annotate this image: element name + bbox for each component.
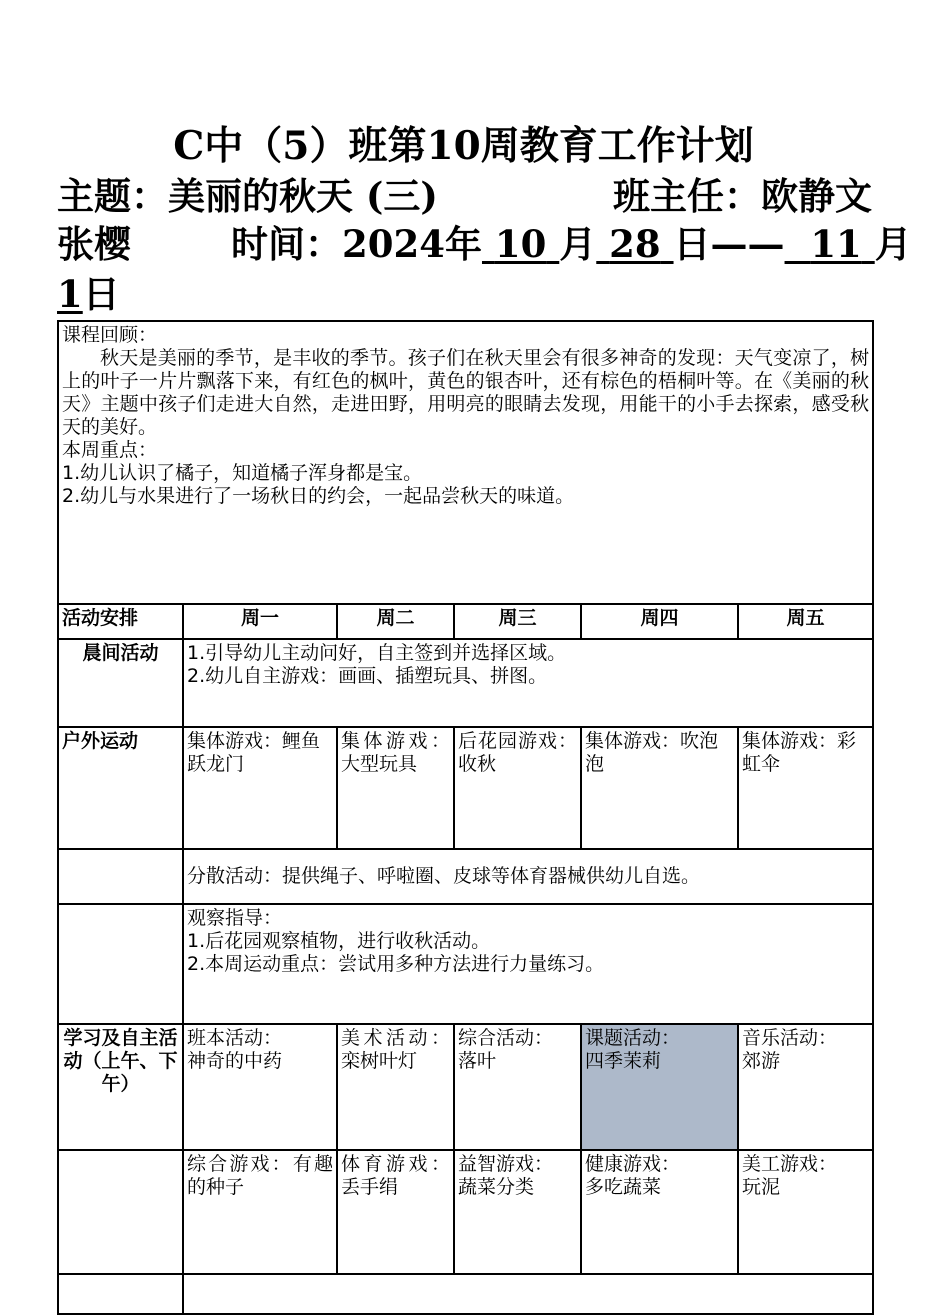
- day-unit: 日——: [673, 222, 785, 266]
- games-wed-name: 蔬菜分类: [458, 1176, 535, 1198]
- study-fri-type: 音乐活动：: [742, 1027, 838, 1049]
- study-label: 学习及自主活动（上午、下午）: [58, 1024, 183, 1150]
- scatter-label-empty: [58, 849, 183, 904]
- date-range: [231, 220, 912, 268]
- games-row: [58, 1150, 873, 1274]
- scatter-cell: 分散活动：提供绳子、呼啦圈、皮球等体育器械供幼儿自选。: [183, 849, 873, 904]
- outdoor-thu: 集体游戏：吹泡泡: [581, 727, 738, 849]
- col-header-fri: 周五: [738, 604, 873, 639]
- outdoor-mon: 集体游戏：鲤鱼跃龙门: [183, 727, 337, 849]
- end-date-line: [57, 270, 872, 318]
- study-mon-name: 神奇的中药: [187, 1050, 283, 1072]
- games-wed-type: 益智游戏：: [458, 1153, 554, 1175]
- guide-label-empty: [58, 904, 183, 1024]
- col-header-activity: 活动安排: [58, 604, 183, 639]
- study-tue: [337, 1024, 454, 1150]
- games-tue: [337, 1150, 454, 1274]
- col-header-wed: 周三: [454, 604, 581, 639]
- guide-label: 观察指导：: [187, 907, 283, 929]
- study-tue-name: 栾树叶灯: [341, 1050, 418, 1072]
- games-mon: 综合游戏：有趣的种子: [183, 1150, 337, 1274]
- outdoor-fri: 集体游戏：彩虹伞: [738, 727, 873, 849]
- guide-item-1: 1.后花园观察植物，进行收秋活动。: [187, 930, 491, 952]
- games-label-empty: [58, 1150, 183, 1274]
- header-row: [58, 604, 873, 639]
- study-fri-name: 郊游: [742, 1050, 781, 1072]
- study-thu: [581, 1024, 738, 1150]
- guide-cell: [183, 904, 873, 1024]
- outdoor-tue-title: 集体游戏：: [341, 730, 450, 752]
- outdoor-tue-name: 大型玩具: [341, 753, 418, 775]
- morning-row: [58, 639, 873, 727]
- study-wed-name: 落叶: [458, 1050, 497, 1072]
- games-tue-type: 体育游戏：: [341, 1153, 450, 1175]
- col-header-mon: 周一: [183, 604, 337, 639]
- study-row: [58, 1024, 873, 1150]
- teacher-label: 班主任：欧静文: [613, 174, 872, 218]
- start-day: 28: [609, 222, 661, 266]
- col-header-tue: 周二: [337, 604, 454, 639]
- focus-item-2: 2.幼儿与水果进行了一场秋日的约会，一起品尝秋天的味道。: [62, 485, 575, 507]
- plan-table: [57, 320, 874, 1315]
- morning-line-2: 2.幼儿自主游戏：画画、插塑玩具、拼图。: [187, 665, 548, 687]
- focus-label: 本周重点：: [62, 439, 158, 461]
- scatter-row: [58, 849, 873, 904]
- morning-cell: [183, 639, 873, 727]
- next-row-partial: [58, 1274, 873, 1314]
- time-label: 时间：2024年: [231, 222, 482, 266]
- outdoor-row: [58, 727, 873, 849]
- focus-item-1: 1.幼儿认识了橘子，知道橘子浑身都是宝。: [62, 462, 423, 484]
- guide-item-2: 2.本周运动重点：尝试用多种方法进行力量练习。: [187, 953, 605, 975]
- review-cell: [58, 321, 873, 604]
- outdoor-wed: 后花园游戏：收秋: [454, 727, 581, 849]
- page-title: C中（5）班第10周教育工作计划: [173, 123, 754, 169]
- col-header-thu: 周四: [581, 604, 738, 639]
- games-tue-name: 丢手绢: [341, 1176, 399, 1198]
- end-month: 11: [810, 222, 862, 266]
- outdoor-label: 户外运动: [58, 727, 183, 849]
- month-unit-2: 月: [874, 222, 912, 266]
- theme-line: [57, 172, 872, 220]
- study-wed-type: 综合活动：: [458, 1027, 554, 1049]
- study-thu-type: 课题活动：: [585, 1027, 681, 1049]
- games-thu-name: 多吃蔬菜: [585, 1176, 662, 1198]
- start-month: 10: [494, 222, 547, 266]
- day-unit-2: 日: [82, 272, 120, 316]
- guide-row: [58, 904, 873, 1024]
- games-thu-type: 健康游戏：: [585, 1153, 681, 1175]
- games-fri-name: 玩泥: [742, 1176, 781, 1198]
- review-text: 秋天是美丽的季节，是丰收的季节。孩子们在秋天里会有很多神奇的发现：天气变凉了，树上的叶子一片片飘落下来，有红色的枫叶，黄色的银杏叶，还有棕色的梧桐叶等。在《美丽的秋天》主题中孩子们走进大自然，走进田野，用明亮的眼睛去发现，用能干的小手去探索，感受秋天的美好。: [62, 347, 870, 438]
- games-thu: [581, 1150, 738, 1274]
- time-line: [57, 220, 912, 268]
- outdoor-tue: [337, 727, 454, 849]
- review-label: 课程回顾：: [62, 324, 158, 346]
- games-fri-type: 美工游戏：: [742, 1153, 838, 1175]
- review-row: [58, 321, 873, 604]
- theme-label: 主题：美丽的秋天 (三): [57, 174, 438, 218]
- games-fri: [738, 1150, 873, 1274]
- study-mon-type: 班本活动：: [187, 1027, 283, 1049]
- end-day: 1: [57, 272, 83, 316]
- study-thu-name: 四季茉莉: [585, 1050, 662, 1072]
- morning-label: 晨间活动: [58, 639, 183, 727]
- study-fri: [738, 1024, 873, 1150]
- study-mon: [183, 1024, 337, 1150]
- study-wed: [454, 1024, 581, 1150]
- games-wed: [454, 1150, 581, 1274]
- next-row-cell-empty: [183, 1274, 873, 1314]
- teacher-2: 张樱: [57, 222, 131, 266]
- morning-line-1: 1.引导幼儿主动问好，自主签到并选择区域。: [187, 642, 567, 664]
- study-tue-type: 美术活动：: [341, 1027, 450, 1049]
- month-unit: 月: [559, 222, 597, 266]
- next-row-label-empty: [58, 1274, 183, 1314]
